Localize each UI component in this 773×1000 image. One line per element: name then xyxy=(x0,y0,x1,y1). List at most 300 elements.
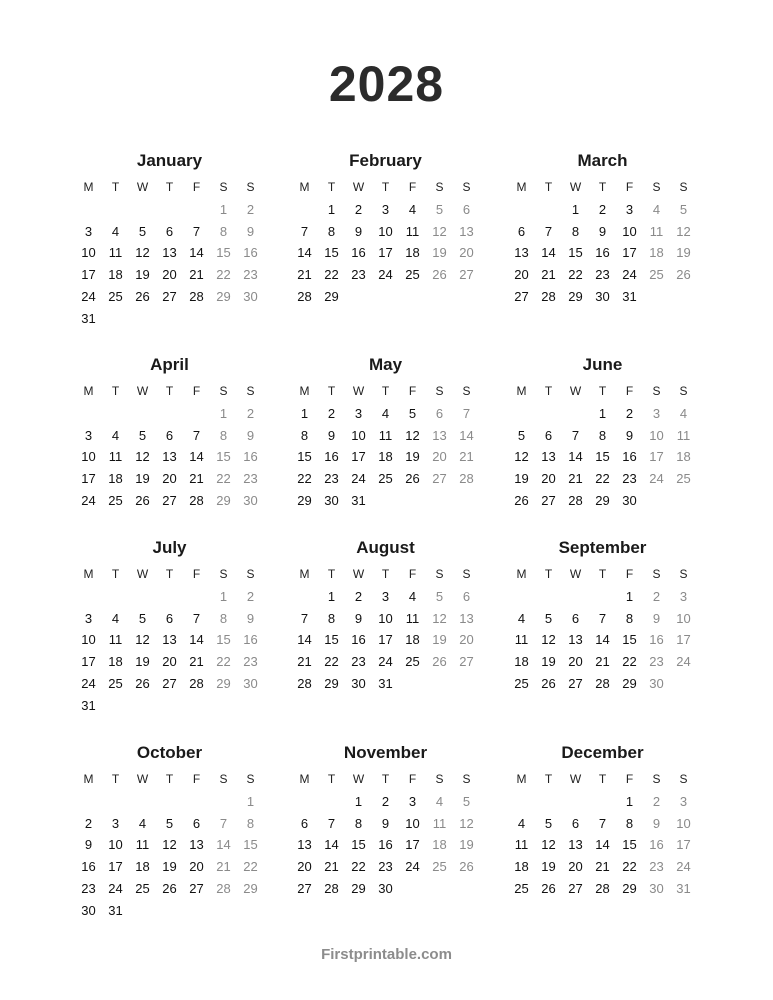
day-cell: 24 xyxy=(649,471,664,487)
weekday-header-row xyxy=(75,381,264,403)
empty-day xyxy=(237,695,264,717)
empty-day xyxy=(102,403,129,425)
day-cell: 5 xyxy=(408,405,417,421)
empty-day xyxy=(508,791,535,813)
day-cell: 20 xyxy=(568,654,583,670)
day-cell: 2 xyxy=(84,815,93,831)
day-cell: 11 xyxy=(514,837,529,853)
week-row xyxy=(508,286,697,308)
weekday-header: T xyxy=(111,772,120,786)
weekday-header: S xyxy=(462,772,471,786)
day-cell: 14 xyxy=(595,632,610,648)
day-cell: 30 xyxy=(649,880,664,896)
day-cell: 2 xyxy=(354,201,363,217)
empty-day xyxy=(535,586,562,608)
day-cell: 8 xyxy=(625,815,634,831)
day-cell: 16 xyxy=(351,245,366,261)
day-cell: 4 xyxy=(138,815,147,831)
day-cell: 7 xyxy=(462,405,471,421)
weekday-header: S xyxy=(679,772,688,786)
day-cell: 31 xyxy=(81,310,96,326)
day-cell: 29 xyxy=(351,880,366,896)
weekday-header: W xyxy=(569,772,582,786)
day-cell: 25 xyxy=(514,675,529,691)
day-cell: 3 xyxy=(84,427,93,443)
weekday-header: M xyxy=(299,772,310,786)
day-cell: 13 xyxy=(459,223,474,239)
empty-day xyxy=(183,695,210,717)
weekday-header: W xyxy=(569,180,582,194)
week-row xyxy=(508,673,697,695)
day-cell: 2 xyxy=(381,793,390,809)
day-cell: 16 xyxy=(324,449,339,465)
weekday-header: S xyxy=(219,567,228,581)
week-row xyxy=(75,468,264,490)
day-cell: 14 xyxy=(216,837,231,853)
day-cell: 27 xyxy=(189,880,204,896)
week-row xyxy=(508,878,697,900)
day-cell: 21 xyxy=(324,859,339,875)
day-cell: 12 xyxy=(459,815,474,831)
empty-day xyxy=(562,791,589,813)
day-cell: 27 xyxy=(514,288,529,304)
day-cell: 5 xyxy=(544,815,553,831)
day-cell: 31 xyxy=(622,288,637,304)
empty-day xyxy=(156,695,183,717)
day-cell: 9 xyxy=(625,427,634,443)
day-cell: 7 xyxy=(192,427,201,443)
weekday-header: M xyxy=(516,384,527,398)
day-cell: 27 xyxy=(459,654,474,670)
week-row xyxy=(75,900,264,922)
day-cell: 9 xyxy=(84,837,93,853)
day-cell: 19 xyxy=(432,245,447,261)
day-cell: 2 xyxy=(598,201,607,217)
weekday-header: T xyxy=(598,567,607,581)
day-cell: 17 xyxy=(378,245,393,261)
day-cell: 24 xyxy=(378,654,393,670)
empty-day xyxy=(156,199,183,221)
week-row xyxy=(291,425,480,447)
weekday-header: M xyxy=(299,384,310,398)
day-cell: 13 xyxy=(162,449,177,465)
week-row xyxy=(291,673,480,695)
day-cell: 16 xyxy=(595,245,610,261)
day-cell: 14 xyxy=(541,245,556,261)
day-cell: 19 xyxy=(676,245,691,261)
empty-day xyxy=(318,791,345,813)
empty-day xyxy=(453,490,480,512)
day-cell: 7 xyxy=(598,610,607,626)
day-cell: 16 xyxy=(243,632,258,648)
day-cell: 15 xyxy=(216,245,231,261)
weekday-header: T xyxy=(381,772,390,786)
day-cell: 20 xyxy=(541,471,556,487)
day-cell: 3 xyxy=(408,793,417,809)
month-july xyxy=(75,537,264,717)
day-cell: 12 xyxy=(135,632,150,648)
day-cell: 11 xyxy=(405,610,420,626)
weekday-header: M xyxy=(83,384,94,398)
day-cell: 3 xyxy=(652,405,661,421)
day-cell: 30 xyxy=(243,675,258,691)
empty-day xyxy=(156,308,183,330)
day-cell: 9 xyxy=(246,610,255,626)
day-cell: 11 xyxy=(432,815,447,831)
weekday-header: M xyxy=(299,567,310,581)
weekday-header: T xyxy=(598,180,607,194)
day-cell: 17 xyxy=(649,449,664,465)
weekday-header: M xyxy=(516,180,527,194)
empty-day xyxy=(399,286,426,308)
day-cell: 3 xyxy=(679,793,688,809)
day-cell: 27 xyxy=(297,880,312,896)
empty-day xyxy=(345,286,372,308)
day-cell: 9 xyxy=(246,223,255,239)
week-row xyxy=(291,468,480,490)
day-cell: 21 xyxy=(189,267,204,283)
day-cell: 11 xyxy=(108,245,123,261)
empty-day xyxy=(183,308,210,330)
day-cell: 8 xyxy=(327,223,336,239)
day-cell: 2 xyxy=(625,405,634,421)
weekday-header-row xyxy=(291,381,480,403)
day-cell: 16 xyxy=(622,449,637,465)
day-cell: 19 xyxy=(541,859,556,875)
empty-day xyxy=(129,199,156,221)
empty-day xyxy=(129,791,156,813)
weekday-header: S xyxy=(435,772,444,786)
day-cell: 17 xyxy=(622,245,637,261)
weekday-header: S xyxy=(435,384,444,398)
week-row xyxy=(75,856,264,878)
weekday-header: W xyxy=(136,384,149,398)
day-cell: 22 xyxy=(216,654,231,670)
week-row xyxy=(291,403,480,425)
empty-day xyxy=(535,403,562,425)
weekday-header: M xyxy=(299,180,310,194)
day-cell: 30 xyxy=(378,880,393,896)
day-cell: 3 xyxy=(111,815,120,831)
day-cell: 29 xyxy=(216,675,231,691)
day-cell: 21 xyxy=(189,471,204,487)
empty-day xyxy=(372,490,399,512)
day-cell: 8 xyxy=(354,815,363,831)
day-cell: 13 xyxy=(162,245,177,261)
day-cell: 27 xyxy=(162,288,177,304)
day-cell: 22 xyxy=(216,471,231,487)
day-cell: 14 xyxy=(459,427,474,443)
week-row xyxy=(291,813,480,835)
day-cell: 27 xyxy=(541,492,556,508)
day-cell: 10 xyxy=(81,245,96,261)
weekday-header: T xyxy=(327,384,336,398)
day-cell: 10 xyxy=(649,427,664,443)
day-cell: 4 xyxy=(517,815,526,831)
weekday-header-row xyxy=(508,564,697,586)
week-row xyxy=(75,221,264,243)
day-cell: 7 xyxy=(544,223,553,239)
day-cell: 19 xyxy=(432,632,447,648)
empty-day xyxy=(210,791,237,813)
month-november xyxy=(291,742,480,900)
day-cell: 10 xyxy=(622,223,637,239)
empty-day xyxy=(643,490,670,512)
weekday-header: T xyxy=(381,567,390,581)
month-august xyxy=(291,537,480,695)
day-cell: 8 xyxy=(219,223,228,239)
day-cell: 17 xyxy=(351,449,366,465)
day-cell: 22 xyxy=(622,859,637,875)
day-cell: 10 xyxy=(351,427,366,443)
day-cell: 2 xyxy=(246,201,255,217)
day-cell: 21 xyxy=(595,654,610,670)
empty-day xyxy=(210,695,237,717)
day-cell: 6 xyxy=(462,588,471,604)
day-cell: 23 xyxy=(351,267,366,283)
day-cell: 18 xyxy=(649,245,664,261)
day-cell: 12 xyxy=(135,245,150,261)
empty-day xyxy=(129,900,156,922)
week-row xyxy=(291,242,480,264)
day-cell: 20 xyxy=(162,471,177,487)
weekday-header: T xyxy=(327,567,336,581)
week-row xyxy=(508,834,697,856)
day-cell: 9 xyxy=(354,223,363,239)
day-cell: 26 xyxy=(676,267,691,283)
day-cell: 6 xyxy=(165,610,174,626)
day-cell: 28 xyxy=(216,880,231,896)
day-cell: 18 xyxy=(514,654,529,670)
weekday-header: F xyxy=(625,567,634,581)
day-cell: 14 xyxy=(297,245,312,261)
month-name: February xyxy=(349,151,422,170)
day-cell: 29 xyxy=(324,288,339,304)
day-cell: 18 xyxy=(514,859,529,875)
day-cell: 14 xyxy=(189,449,204,465)
day-cell: 4 xyxy=(652,201,661,217)
weekday-header: S xyxy=(435,180,444,194)
day-cell: 18 xyxy=(108,654,123,670)
day-cell: 13 xyxy=(459,610,474,626)
day-cell: 22 xyxy=(324,267,339,283)
day-cell: 27 xyxy=(162,675,177,691)
day-cell: 22 xyxy=(216,267,231,283)
day-cell: 26 xyxy=(541,675,556,691)
day-cell: 8 xyxy=(219,427,228,443)
day-cell: 6 xyxy=(192,815,201,831)
day-cell: 9 xyxy=(598,223,607,239)
day-cell: 1 xyxy=(327,588,336,604)
day-cell: 14 xyxy=(324,837,339,853)
day-cell: 12 xyxy=(541,632,556,648)
day-cell: 25 xyxy=(676,471,691,487)
day-cell: 6 xyxy=(571,610,580,626)
day-cell: 4 xyxy=(679,405,688,421)
month-december xyxy=(508,742,697,900)
weekday-header-row xyxy=(291,769,480,791)
day-cell: 25 xyxy=(108,675,123,691)
day-cell: 18 xyxy=(432,837,447,853)
day-cell: 15 xyxy=(595,449,610,465)
week-row xyxy=(75,695,264,717)
week-row xyxy=(508,199,697,221)
day-cell: 7 xyxy=(192,610,201,626)
weekday-header: T xyxy=(381,180,390,194)
empty-day xyxy=(129,403,156,425)
day-cell: 6 xyxy=(300,815,309,831)
day-cell: 30 xyxy=(351,675,366,691)
month-name: October xyxy=(136,743,203,762)
week-row xyxy=(291,264,480,286)
weekday-header: F xyxy=(408,384,417,398)
day-cell: 9 xyxy=(327,427,336,443)
empty-day xyxy=(102,308,129,330)
day-cell: 1 xyxy=(219,405,228,421)
week-row xyxy=(508,446,697,468)
day-cell: 19 xyxy=(405,449,420,465)
day-cell: 29 xyxy=(216,288,231,304)
day-cell: 23 xyxy=(649,654,664,670)
weekday-header-row xyxy=(508,769,697,791)
day-cell: 16 xyxy=(649,632,664,648)
empty-day xyxy=(183,403,210,425)
weekday-header: T xyxy=(544,567,553,581)
day-cell: 5 xyxy=(679,201,688,217)
weekday-header: F xyxy=(192,180,201,194)
day-cell: 25 xyxy=(649,267,664,283)
day-cell: 8 xyxy=(219,610,228,626)
empty-day xyxy=(183,791,210,813)
day-cell: 6 xyxy=(165,223,174,239)
day-cell: 11 xyxy=(405,223,420,239)
day-cell: 14 xyxy=(595,837,610,853)
day-cell: 15 xyxy=(216,449,231,465)
day-cell: 5 xyxy=(517,427,526,443)
day-cell: 5 xyxy=(462,793,471,809)
day-cell: 12 xyxy=(432,223,447,239)
day-cell: 26 xyxy=(459,859,474,875)
empty-day xyxy=(237,900,264,922)
day-cell: 14 xyxy=(297,632,312,648)
weekday-header: T xyxy=(381,384,390,398)
weekday-header-row xyxy=(291,177,480,199)
day-cell: 10 xyxy=(676,610,691,626)
day-cell: 21 xyxy=(297,267,312,283)
day-cell: 18 xyxy=(405,632,420,648)
weekday-header: T xyxy=(598,384,607,398)
day-cell: 10 xyxy=(81,449,96,465)
day-cell: 15 xyxy=(297,449,312,465)
day-cell: 24 xyxy=(81,288,96,304)
day-cell: 23 xyxy=(378,859,393,875)
weekday-header: T xyxy=(111,384,120,398)
month-name: September xyxy=(558,538,647,557)
weekday-header-row xyxy=(508,381,697,403)
day-cell: 8 xyxy=(300,427,309,443)
weekday-header-row xyxy=(291,564,480,586)
day-cell: 21 xyxy=(297,654,312,670)
day-cell: 30 xyxy=(649,675,664,691)
weekday-header: W xyxy=(352,567,365,581)
day-cell: 21 xyxy=(541,267,556,283)
day-cell: 4 xyxy=(111,610,120,626)
day-cell: 8 xyxy=(246,815,255,831)
weekday-header: M xyxy=(83,180,94,194)
day-cell: 24 xyxy=(622,267,637,283)
day-cell: 6 xyxy=(517,223,526,239)
month-name: November xyxy=(343,743,428,762)
empty-day xyxy=(670,673,697,695)
day-cell: 8 xyxy=(571,223,580,239)
day-cell: 6 xyxy=(462,201,471,217)
day-cell: 24 xyxy=(81,675,96,691)
day-cell: 9 xyxy=(652,815,661,831)
day-cell: 2 xyxy=(246,588,255,604)
day-cell: 25 xyxy=(514,880,529,896)
day-cell: 24 xyxy=(351,471,366,487)
day-cell: 17 xyxy=(676,837,691,853)
weekday-header: W xyxy=(136,772,149,786)
weekday-header: F xyxy=(408,180,417,194)
day-cell: 28 xyxy=(297,675,312,691)
day-cell: 4 xyxy=(111,427,120,443)
day-cell: 17 xyxy=(81,471,96,487)
day-cell: 9 xyxy=(246,427,255,443)
day-cell: 5 xyxy=(138,610,147,626)
empty-day xyxy=(102,791,129,813)
week-row xyxy=(508,813,697,835)
day-cell: 5 xyxy=(165,815,174,831)
day-cell: 7 xyxy=(327,815,336,831)
day-cell: 29 xyxy=(243,880,258,896)
day-cell: 31 xyxy=(108,902,123,918)
day-cell: 10 xyxy=(81,632,96,648)
day-cell: 12 xyxy=(541,837,556,853)
day-cell: 4 xyxy=(111,223,120,239)
day-cell: 1 xyxy=(625,588,634,604)
day-cell: 6 xyxy=(571,815,580,831)
week-row xyxy=(75,264,264,286)
empty-day xyxy=(453,673,480,695)
day-cell: 28 xyxy=(459,471,474,487)
week-row xyxy=(75,878,264,900)
day-cell: 21 xyxy=(459,449,474,465)
week-row xyxy=(75,586,264,608)
day-cell: 3 xyxy=(354,405,363,421)
day-cell: 21 xyxy=(189,654,204,670)
empty-day xyxy=(535,199,562,221)
weekday-header: S xyxy=(462,180,471,194)
weekday-header: W xyxy=(352,772,365,786)
week-row xyxy=(291,856,480,878)
weekday-header: F xyxy=(192,384,201,398)
empty-day xyxy=(589,791,616,813)
week-row xyxy=(75,813,264,835)
day-cell: 9 xyxy=(381,815,390,831)
empty-day xyxy=(535,791,562,813)
day-cell: 19 xyxy=(541,654,556,670)
day-cell: 13 xyxy=(568,632,583,648)
day-cell: 13 xyxy=(432,427,447,443)
weekday-header: S xyxy=(679,180,688,194)
day-cell: 28 xyxy=(297,288,312,304)
weekday-header: T xyxy=(598,772,607,786)
weekday-header: S xyxy=(246,567,255,581)
day-cell: 1 xyxy=(327,201,336,217)
week-row xyxy=(291,878,480,900)
empty-day xyxy=(426,673,453,695)
